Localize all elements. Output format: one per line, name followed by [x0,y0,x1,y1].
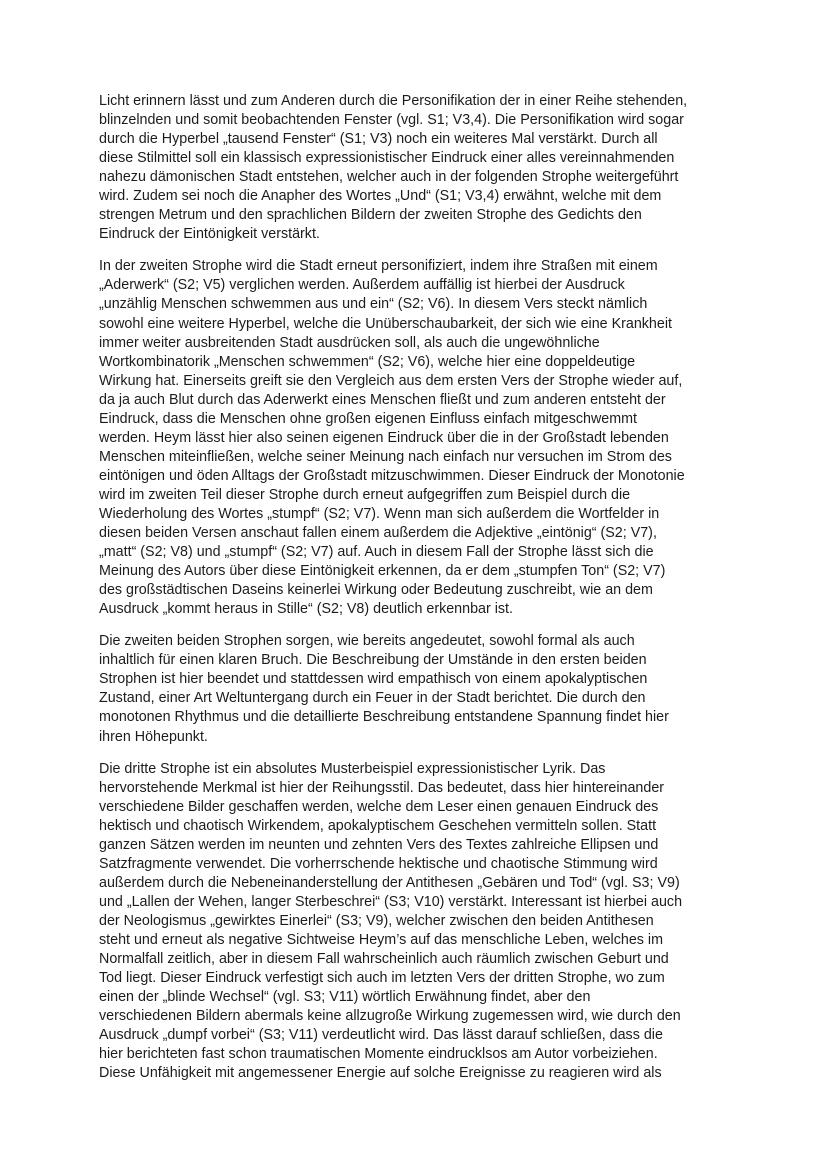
text-line: Menschen miteinfließen, welche seiner Meinung nach einfach nur versuchen im Strom des [99,448,672,465]
text-line: Eindruck der Eintönigkeit verstärkt. [99,226,320,243]
text-line: Die dritte Strophe ist ein absolutes Musterbeispiel expressionistischer Lyrik. Das [99,760,606,777]
text-line: verschiedene Bilder geschaffen werden, welche dem Leser einen genauen Eindruck des [99,798,659,815]
text-line: „Aderwerk“ (S2; V5) verglichen werden. Außerdem auffällig ist hierbei der Ausdruck [99,277,625,294]
text-line: verschiedenen Bildern abermals keine allzugroße Wirkung zugemessen wird, wie durch den [99,1008,681,1025]
text-line: „unzählig Menschen schwemmen aus und ein“ (S2; V6). In diesem Vers steckt nämlich [99,296,648,313]
text-line: ihren Höhepunkt. [99,728,208,745]
text-line: Satzfragmente verwendet. Die vorherrschende hektische und chaotische Stimmung wird [99,855,658,872]
text-line: sowohl eine weitere Hyperbel, welche die Unüberschaubarkeit, der sich wie eine Krankheit [99,315,672,332]
text-line: wird im zweiten Teil dieser Strophe durch erneut aufgegriffen zum Beispiel durch die [99,486,631,503]
text-line: blinzelnden und somit beobachtenden Fenster (vgl. S1; V3,4). Die Personifikation wird sogar [99,112,684,129]
text-line: inhaltlich für einen klaren Bruch. Die Beschreibung der Umstände in den ersten beiden [99,652,647,669]
text-line: außerdem durch die Nebeneinanderstellung der Antithesen „Gebären und Tod“ (vgl. S3; V9) [99,874,680,891]
text-line: In der zweiten Strophe wird die Stadt erneut personifiziert, indem ihre Straßen mit einem [99,258,658,275]
text-line: Ausdruck „kommt heraus in Stille“ (S2; V8) deutlich erkennbar ist. [99,601,513,618]
text-line: Tod liegt. Dieser Eindruck verfestigt sich auch im letzten Vers der dritten Strophe, wo zum [99,970,665,987]
text-line: hervorstehende Merkmal ist hier der Reihungsstil. Das bedeutet, dass hier hintereinander [99,779,665,796]
paragraph-4 [99,760,708,1084]
text-line: Ausdruck „dumpf vorbei“ (S3; V11) verdeutlicht wird. Das lässt darauf schließen, dass die [99,1027,663,1044]
text-line: Strophen ist hier beendet und stattdessen wird empathisch von einem apokalyptischen [99,671,648,688]
text-line: und „Lallen der Wehen, langer Sterbeschrei“ (S3; V10) verstärkt. Interessant ist hierbei auch [99,893,683,910]
text-line: strengen Metrum und den sprachlichen Bildern der zweiten Strophe des Gedichts den [99,207,642,224]
text-line: einen der „blinde Wechsel“ (vgl. S3; V11) wörtlich Erwähnung findet, aber den [99,989,591,1006]
paragraph-1 [99,92,708,244]
document-body [99,92,708,1083]
text-line: Diese Unfähigkeit mit angemessener Energie auf solche Ereignisse zu reagieren wird als [99,1065,662,1082]
text-line: Wirkung hat. Einerseits greift sie den Vergleich aus dem ersten Vers der Strophe wieder auf, [99,372,683,389]
text-line: diesen beiden Versen anschaut fallen einem außerdem die Adjektive „eintönig“ (S2; V7), [99,525,657,542]
text-line: werden. Heym lässt hier also seinen eigenen Eindruck über die in der Großstadt lebenden [99,429,669,446]
text-line: Wiederholung des Wortes „stumpf“ (S2; V7). Wenn man sich außerdem die Wortfelder in [99,505,660,522]
text-line: immer weiter ausbreitenden Stadt ausdrücken soll, als auch die ungewöhnliche [99,334,600,351]
text-line: Meinung des Autors über diese Eintönigkeit erkennen, da er dem „stumpfen Ton“ (S2; V7) [99,563,666,580]
text-line: nahezu dämonischen Stadt entstehen, welcher auch in der folgenden Strophe weitergeführt [99,169,679,186]
text-line: der Neologismus „gewirktes Einerlei“ (S3; V9), welcher zwischen den beiden Antithesen [99,912,654,929]
text-line: da ja auch Blut durch das Aderwerkt eines Menschen fließt und zum anderen entsteht der [99,391,666,408]
text-line: hektisch und chaotisch Wirkendem, apokalyptischem Geschehen vermitteln sollen. Statt [99,817,657,834]
text-line: Wortkombinatorik „Menschen schwemmen“ (S2; V6), welche hier eine doppeldeutige [99,353,636,370]
text-line: Die zweiten beiden Strophen sorgen, wie bereits angedeutet, sowohl formal als auch [99,633,635,650]
text-line: Normalfall zeitlich, aber in diesem Fall wahrscheinlich auch räumlich zwischen Geburt und [99,951,669,968]
text-line: ganzen Sätzen werden im neunten und zehnten Vers des Textes zahlreiche Ellipsen und [99,836,659,853]
paragraph-2 [99,257,708,619]
text-line: diese Stilmittel soll ein klassisch expressionistischer Eindruck einer alles vereinnahmenden [99,150,675,167]
text-line: durch die Hyperbel „tausend Fenster“ (S1; V3) noch ein weiteres Mal verstärkt. Durch all [99,131,658,148]
text-line: „matt“ (S2; V8) und „stumpf“ (S2; V7) auf. Auch in diesem Fall der Strophe lässt sich die [99,544,654,561]
text-line: wird. Zudem sei noch die Anapher des Wortes „Und“ (S1; V3,4) erwähnt, welche mit dem [99,188,662,205]
text-line: hier berichteten fast schon traumatischen Momente eindrucklsos am Autor vorbeiziehen. [99,1046,658,1063]
text-line: des großstädtischen Daseins keinerlei Wirkung oder Bedeutung zuschreibt, wie an dem [99,582,653,599]
text-line: eintönigen und öden Alltags der Großstadt mitzuschwimmen. Dieser Eindruck der Monotonie [99,467,685,484]
text-line: monotonen Rhythmus und die detaillierte Beschreibung entstandene Spannung findet hier [99,709,669,726]
text-line: Eindruck, dass die Menschen ohne großen eigenen Einfluss einfach mitgeschwemmt [99,410,638,427]
text-line: steht und erneut als negative Sichtweise Heym’s auf das menschliche Leben, welches im [99,931,663,948]
paragraph-3 [99,632,708,746]
text-line: Zustand, einer Art Weltuntergang durch ein Feuer in der Stadt berichtet. Die durch den [99,690,646,707]
text-line: Licht erinnern lässt und zum Anderen durch die Personifikation der in einer Reihe stehenden, [99,93,688,109]
